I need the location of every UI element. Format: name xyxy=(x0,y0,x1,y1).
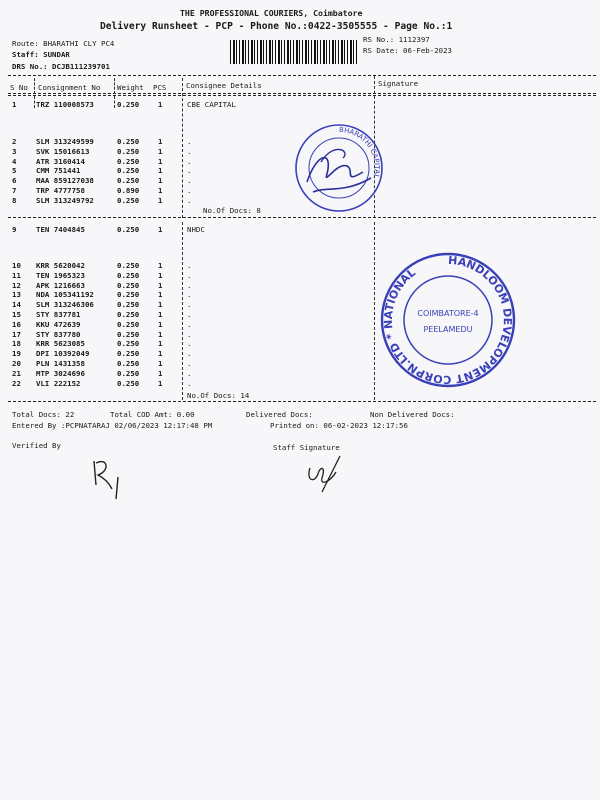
divider xyxy=(8,93,596,94)
rs-date: RS Date: 06-Feb-2023 xyxy=(363,46,452,55)
col-consignment: Consignment No xyxy=(38,83,101,92)
consignee-detail: . xyxy=(187,359,192,368)
col-pcs: PCS xyxy=(153,83,167,92)
drs-number: DRS No.: DCJB111239701 xyxy=(12,62,110,71)
non-delivered-docs: Non Delivered Docs: xyxy=(370,410,455,419)
divider xyxy=(8,217,596,218)
consignee-detail: . xyxy=(187,195,192,205)
consignee-detail: . xyxy=(187,270,192,280)
consignee-detail: . xyxy=(187,280,192,290)
table-row: 2 SLM 313249599 0.250 1 xyxy=(12,137,163,146)
docs-count: No.Of Docs: 8 xyxy=(203,206,261,215)
consignee-name: CBE CAPITAL xyxy=(187,100,236,109)
table-row: 18 KRR 5623085 0.250 1 xyxy=(12,339,163,349)
consignee-detail: . xyxy=(187,368,192,378)
col-weight: Weight xyxy=(117,83,144,92)
consignee-name: NHDC xyxy=(187,225,205,234)
table-row: 7 TRP 4777758 0.890 1 xyxy=(12,186,163,195)
table-row: 21 MTP 3024696 0.250 1 xyxy=(12,368,163,378)
staff-signature-label: Staff Signature xyxy=(273,443,340,452)
consignee-detail: . xyxy=(187,329,192,339)
total-cod: Total COD Amt: 0.00 xyxy=(110,410,195,419)
round-stamp xyxy=(293,122,385,214)
table-row: 4 ATR 3160414 0.250 1 xyxy=(12,156,163,166)
col-sep xyxy=(374,222,375,400)
svg-text:HANDLOOM DEVELOPMENT CORPN.LTD: HANDLOOM DEVELOPMENT CORPN.LTD * NATIONAL xyxy=(381,253,515,387)
verified-signature xyxy=(86,455,136,503)
total-docs: Total Docs: 22 xyxy=(12,410,75,419)
entered-by: Entered By :PCPNATARAJ 02/06/2023 12:17:48 PM xyxy=(12,421,213,430)
col-sno: S No xyxy=(10,83,28,92)
table-row: 3 SVK 15016613 0.250 1 xyxy=(12,146,163,156)
svg-text:PEELAMEDU: PEELAMEDU xyxy=(423,325,473,334)
route: Route: BHARATHI CLY PC4 xyxy=(12,39,115,48)
col-consignee: Consignee Details xyxy=(186,81,262,90)
table-row: 1 TRZ 110008573 0.250 1 xyxy=(12,100,163,109)
docs-count: No.Of Docs: 14 xyxy=(187,391,250,400)
table-row: 17 STY 837780 0.250 1 xyxy=(12,329,163,339)
consignee-detail: . xyxy=(187,156,192,166)
table-row: 8 SLM 313249792 0.250 1 xyxy=(12,195,163,205)
divider xyxy=(8,95,596,96)
table-row: 15 STY 837781 0.250 1 xyxy=(12,310,163,319)
table-row: 22 VLI 222152 0.250 1 xyxy=(12,378,163,388)
col-sep xyxy=(34,78,35,94)
consignee-detail: . xyxy=(187,146,192,156)
table-row: 14 SLM 313246306 0.250 1 xyxy=(12,300,163,310)
company-name: THE PROFESSIONAL COURIERS, Coimbatore xyxy=(180,8,363,18)
consignee-detail: . xyxy=(187,137,192,146)
table-row: 5 CMM 751441 0.250 1 xyxy=(12,166,163,176)
consignee-detail: . xyxy=(187,261,192,270)
runsheet-subtitle: Delivery Runsheet - PCP - Phone No.:0422-3505555 - Page No.:1 xyxy=(100,21,453,32)
staff: Staff: SUNDAR xyxy=(12,50,70,59)
consignee-detail: . xyxy=(187,310,192,319)
consignee-detail: . xyxy=(187,300,192,310)
table-row: 19 DPI 10392049 0.250 1 xyxy=(12,349,163,359)
table-row: 12 APK 1216663 0.250 1 xyxy=(12,280,163,290)
table-row: 20 PLN 1431358 0.250 1 xyxy=(12,359,163,368)
printed-on: Printed on: 06-02-2023 12:17:56 xyxy=(270,421,408,430)
consignee-detail: . xyxy=(187,339,192,349)
consignee-detail: . xyxy=(187,378,192,388)
consignee-detail: . xyxy=(187,176,192,186)
barcode xyxy=(230,40,358,64)
col-signature: Signature xyxy=(378,79,419,88)
table-row: 10 KRR 5620042 0.250 1 xyxy=(12,261,163,270)
table-row: 6 MAA 859127038 0.250 1 xyxy=(12,176,163,186)
consignee-detail: . xyxy=(187,290,192,300)
col-sep xyxy=(114,78,115,94)
staff-signature xyxy=(300,448,350,494)
corporation-seal xyxy=(378,250,518,390)
consignee-detail: . xyxy=(187,166,192,176)
divider xyxy=(8,401,596,402)
divider xyxy=(8,75,596,76)
consignee-detail: . xyxy=(187,319,192,329)
verified-by: Verified By xyxy=(12,441,61,450)
table-row: 11 TEN 1965323 0.250 1 xyxy=(12,270,163,280)
consignee-detail: . xyxy=(187,186,192,195)
rs-number: RS No.: 1112397 xyxy=(363,35,430,44)
table-row: 13 NDA 105341192 0.250 1 xyxy=(12,290,163,300)
delivered-docs: Delivered Docs: xyxy=(246,410,313,419)
table-row: 16 KKU 472639 0.250 1 xyxy=(12,319,163,329)
consignee-detail: . xyxy=(187,349,192,359)
svg-text:BHARATHI CAPITAL: BHARATHI CAPITAL xyxy=(338,125,381,179)
table-row: 9 TEN 7404845 0.250 1 xyxy=(12,225,163,234)
svg-text:COIMBATORE-4: COIMBATORE-4 xyxy=(417,309,479,318)
